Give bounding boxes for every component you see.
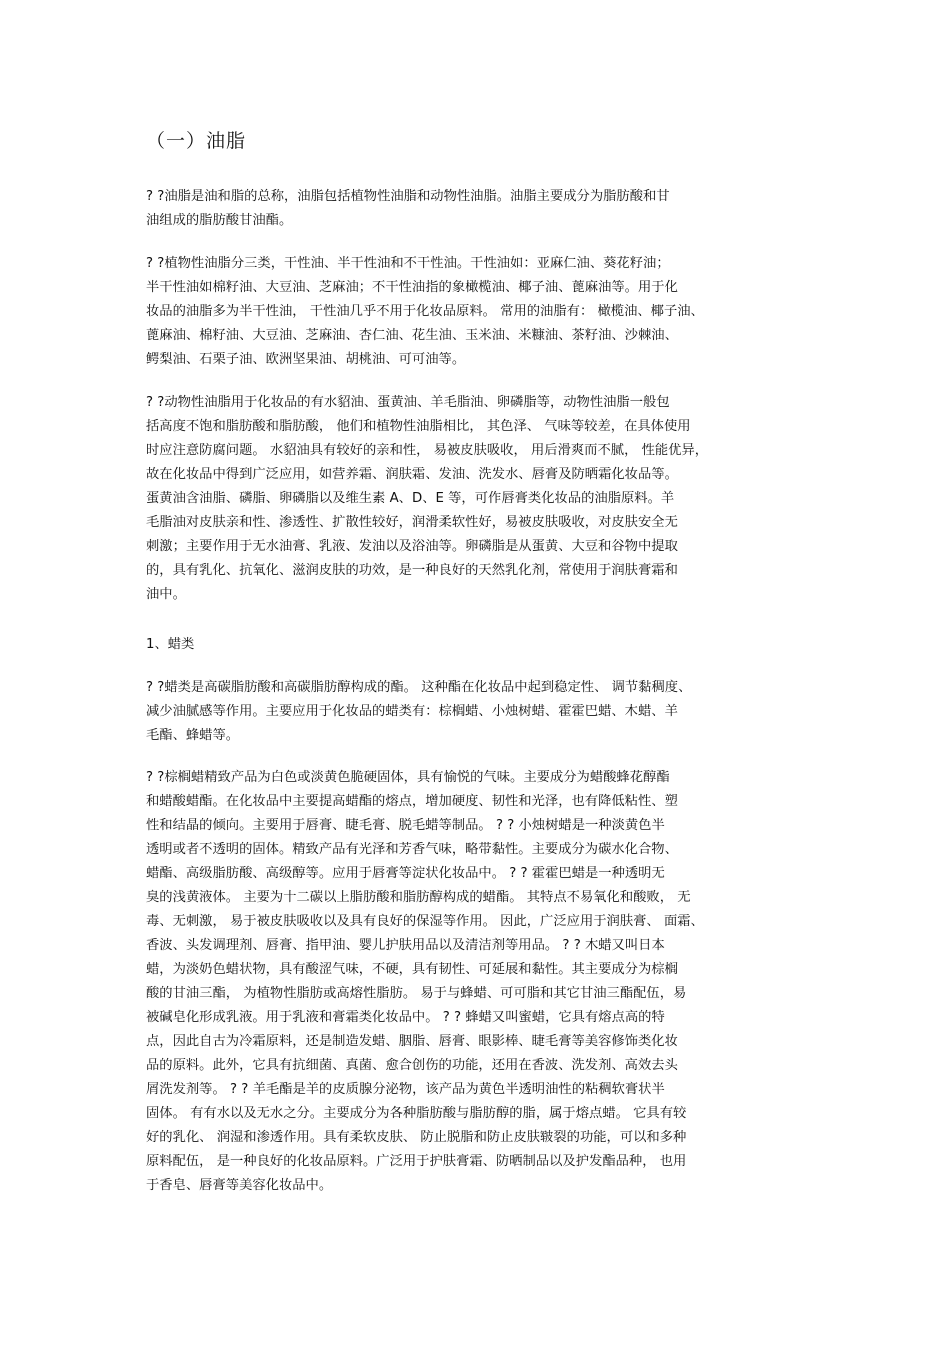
text-line: 性和结晶的倾向。主要用于唇膏、睫毛膏、脱毛蜡等制品。 ? ? 小烛树蜡是一种淡黄色半 [146,818,665,833]
text-line: 减少油腻感等作用。主要应用于化妆品的蜡类有：棕榈蜡、小烛树蜡、霍霍巴蜡、木蜡、羊 [146,704,678,719]
text-line: 鳄梨油、石栗子油、欧洲坚果油、胡桃油、可可油等。 [146,352,466,367]
text-line: 时应注意防腐问题。 水貂油具有较好的亲和性， 易被皮肤吸收， 用后滑爽而不腻， 性能优异， [146,443,709,458]
text-line: ? ?油脂是油和脂的总称，油脂包括植物性油脂和动物性油脂。油脂主要成分为脂肪酸和甘 [146,189,670,204]
text-line: 和蜡酸蜡酯。在化妆品中主要提高蜡酯的熔点，增加硬度、韧性和光泽，也有降低粘性、塑 [146,794,678,809]
section-title: （一）油脂 [146,130,247,152]
text-line: 香波、头发调理剂、唇膏、指甲油、婴儿护肤用品以及清洁剂等用品。 ? ? 木蜡又叫日本 [146,938,665,953]
text-line: 于香皂、唇膏等美容化妆品中。 [146,1178,333,1193]
text-line: ? ?棕榈蜡精致产品为白色或淡黄色脆硬固体，具有愉悦的气味。主要成分为蜡酸蜂花醇酯 [146,770,670,785]
text-line: 油组成的脂肪酸甘油酯。 [146,213,293,228]
text-line: 毛酯、蜂蜡等。 [146,728,240,743]
text-line: 点，因此自古为冷霜原料，还是制造发蜡、胭脂、唇膏、眼影棒、睫毛膏等美容修饰类化妆 [146,1034,678,1049]
text-line: ? ?动物性油脂用于化妆品的有水貂油、蛋黄油、羊毛脂油、卵磷脂等，动物性油脂一般包 [146,395,670,410]
text-line: 故在化妆品中得到广泛应用，如营养霜、润肤霜、发油、洗发水、唇膏及防晒霜化妆品等。 [146,467,678,482]
text-line: 蜡，为淡奶色蜡状物，具有酸涩气味，不硬，具有韧性、可延展和黏性。其主要成分为棕榈 [146,962,678,977]
paragraph-wax-types [146,766,814,1198]
text-line: 透明或者不透明的固体。精致产品有光泽和芳香气味，略带黏性。主要成分为碳水化合物、 [146,842,678,857]
text-line: 蜡酯、高级脂肪酸、高级醇等。应用于唇膏等淀状化妆品中。 ? ? 霍霍巴蜡是一种透明无 [146,866,665,881]
text-line: 半干性油如棉籽油、大豆油、芝麻油；不干性油指的象橄榄油、椰子油、蓖麻油等。用于化 [146,280,678,295]
text-line: 毛脂油对皮肤亲和性、渗透性、扩散性较好，润滑柔软性好，易被皮肤吸收，对皮肤安全无 [146,515,678,530]
text-line: 括高度不饱和脂肪酸和脂肪酸， 他们和植物性油脂相比， 其色泽、 气味等较差，在具体使用 [146,419,691,434]
paragraph-animal-oils [146,391,814,607]
text-line: 蓖麻油、棉籽油、大豆油、芝麻油、杏仁油、花生油、玉米油、米糠油、茶籽油、沙棘油、 [146,328,678,343]
text-line: 好的乳化、 润湿和渗透作用。具有柔软皮肤、 防止脱脂和防止皮肤皲裂的功能，可以和多种 [146,1130,687,1145]
text-line: 妆品的油脂多为半干性油， 干性油几乎不用于化妆品原料。 常用的油脂有： 橄榄油、椰子油、 [146,304,704,319]
text-line: ? ?蜡类是高碳脂肪酸和高碳脂肪醇构成的酯。 这种酯在化妆品中起到稳定性、 调节黏稠度、 [146,680,692,695]
subsection-heading-waxes: 1、蜡类 [146,637,195,652]
text-line: 被碱皂化形成乳液。用于乳液和膏霜类化妆品中。 ? ? 蜂蜡又叫蜜蜡，它具有熔点高的特 [146,1010,665,1025]
paragraph-vegetable-oils [146,252,814,372]
text-line: 原料配伍， 是一种良好的化妆品原料。广泛用于护肤膏霜、防晒制品以及护发酯品种， 也用 [146,1154,687,1169]
text-line: 臭的浅黄液体。 主要为十二碳以上脂肪酸和脂肪醇构成的蜡酯。 其特点不易氧化和酸败， 无 [146,890,691,905]
text-line: 油中。 [146,587,186,602]
paragraph-waxes-definition [146,676,814,748]
text-line: 刺激；主要作用于无水油膏、乳液、发油以及浴油等。卵磷脂是从蛋黄、大豆和谷物中提取 [146,539,678,554]
text-line: ? ?植物性油脂分三类，干性油、半干性油和不干性油。干性油如：亚麻仁油、葵花籽油； [146,256,670,271]
text-line: 毒、无刺激， 易于被皮肤吸收以及具有良好的保湿等作用。 因此，广泛应用于润肤膏、 面霜、 [146,914,704,929]
paragraph-oils-definition [146,185,814,233]
text-line: 酸的甘油三酯， 为植物性脂肪或高熔性脂肪。 易于与蜂蜡、可可脂和其它甘油三酯配伍，易 [146,986,687,1001]
text-line: 的，具有乳化、抗氧化、滋润皮肤的功效，是一种良好的天然乳化剂，常使用于润肤膏霜和 [146,563,678,578]
text-line: 固体。 有有水以及无水之分。主要成分为各种脂肪酸与脂肪醇的脂，属于熔点蜡。 它具有较 [146,1106,687,1121]
text-line: 屑洗发剂等。 ? ? 羊毛酯是羊的皮质腺分泌物，该产品为黄色半透明油性的粘稠软膏状半 [146,1082,665,1097]
text-line: 品的原料。此外，它具有抗细菌、真菌、愈合创伤的功能，还用在香波、洗发剂、高效去头 [146,1058,678,1073]
text-line: 蛋黄油含油脂、磷脂、卵磷脂以及维生素 A、D、E 等，可作唇膏类化妆品的油脂原料。羊 [146,491,675,506]
